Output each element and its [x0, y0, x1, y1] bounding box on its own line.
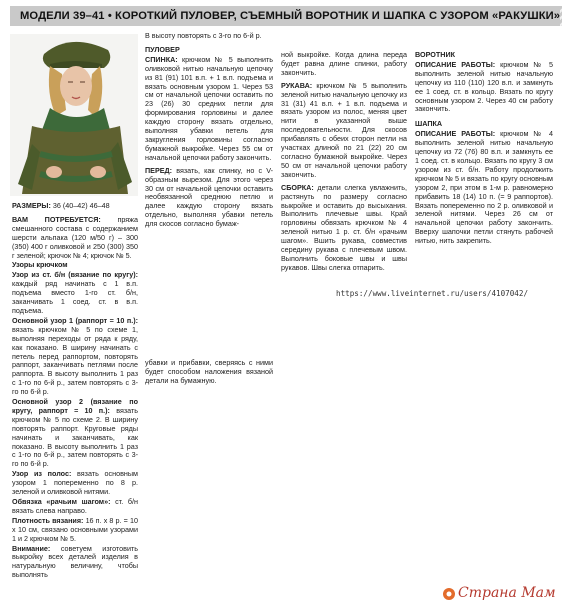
back-label: СПИНКА: [145, 54, 178, 64]
materials-label: ВАМ ПОТРЕБУЕТСЯ: [12, 214, 101, 224]
pattern-2-text: вязать крючком № 5 по схеме 1, выполняя переходы от ряда к ряду, как показано. В ширину начинать с петель перед раппортом, повторять раппорт, заканчивать петлями после раппорта. В высоту выполнить 1 раз с 1-го по 6-й р., затем повторять с 3-го по 6-й р. [12, 324, 138, 397]
pattern-5-label: Обвязка «рачьим шагом»: [12, 497, 111, 506]
assembly-label: СБОРКА: [281, 182, 314, 192]
materials-text: пряжа смешанного состава с содержанием шерсти альпака (120 м/50 г) – 300 (350) 400 г оливковой и 250 (300) 350 г зеленой; крючок № 4; крючок № 5. [12, 214, 138, 260]
header-decoration [560, 6, 562, 26]
sizes-text: 36 (40–42) 46–48 [52, 202, 110, 210]
hat-text: крючком № 4 выполнить зеленой нитью начальную цепочку из 72 (76) 80 в.п. и замкнуть ее 1 соед. ст. в кольцо. Вязать по кругу 3 см узором из ст. б/н. Работу продолжить крючком № 5 и вязать по кругу основным узором 2, при этом в 1-м р. равномерно прибавить 18 (14) 10 п. (= 9 раппортов). Вязать попеременно по 2 р. оливковой и зеленой нитями. Через 26 см от начальной цепочки работу закончить. Вверху шапочки петли стянуть рабочей нитью, нить закрепить. [415, 129, 553, 246]
model-photo [10, 34, 138, 196]
watermark-url[interactable]: https://www.liveinternet.ru/users/4107042/ [336, 289, 529, 298]
sleeves-label: РУКАВА: [281, 80, 313, 90]
page-header [10, 6, 562, 26]
hat-sub-label: ОПИСАНИЕ РАБОТЫ: [415, 129, 496, 139]
logo-icon [442, 587, 456, 601]
column-pullover [145, 32, 273, 357]
gauge-text: 16 п. х 8 р. = 10 х 10 см, связано основными узорами 1 и 2 крючком № 5. [12, 515, 138, 543]
column-materials [12, 202, 138, 606]
site-logo [458, 585, 556, 601]
pattern-4-label: Узор из полос: [12, 469, 72, 479]
front-text: вязать, как спинку, но с V-образным вырезом. Для этого через 30 см от начальной цепочки оставить необвязанной среднюю петлю и далее каждую сторону вязать отдельно, выполняя убавки петель для скосов согласно бумаж- [145, 165, 273, 229]
pattern-1-label: Узор из ст. б/н (вязание по кругу): [12, 270, 138, 280]
col2-intro: В высоту повторять с 3-го по 6-й р. [145, 32, 262, 40]
collar-sub-label: ОПИСАНИЕ РАБОТЫ: [415, 59, 496, 69]
collar-text: крючком № 5 выполнить зеленой нитью начальную цепочку из 110 (110) 120 в.п. и замкнуть ее 1 соед. ст. в кольцо. Вязать по кругу основным узором 2. Через 40 см работу закончить. [415, 59, 553, 114]
column-pullover-cont [145, 359, 273, 399]
sizes-label: РАЗМЕРЫ: [12, 202, 51, 210]
attention-label: Внимание: [12, 543, 51, 553]
pullover-heading: ПУЛОВЕР [145, 44, 180, 54]
col3-intro: ной выкройке. Когда длина переда будет равна длине спинки, работу закончить. [281, 51, 407, 77]
pattern-2-label: Основной узор 1 (раппорт = 10 п.): [12, 315, 138, 325]
pattern-1-text: каждый ряд начинать с 1 в.п. подъема вместо 1-го ст. б/н, заканчивать 1 соед. ст. в в.п. подъема. [12, 279, 138, 315]
logo-text: Страна Мам [458, 585, 556, 601]
patterns-heading: Узоры крючком [12, 260, 68, 270]
assembly-text: детали слегка увлажнить, растянуть по размеру согласно выкройке и оставить до высыхания. Выполнить плечевые швы. Край горловины обвязать крючком № 4 зеленой нитью 1 р. ст. б/н «рачьим шагом». Вшить рукава, совместив середину рукава с плечевым швом. Выполнить боковые швы и швы рукавов. Швы слегка отпарить. [281, 182, 407, 272]
pattern-4-text: вязать основным узором 1 попеременно по 8 р. зеленой и оливковой нитями. [12, 469, 138, 497]
column-sleeves [281, 51, 407, 351]
pattern-3-label: Основной узор 2 (вязание по кругу, раппорт = 10 п.): [12, 397, 138, 415]
back-text: крючком № 5 выполнить оливковой нитью начальную цепочку из 81 (91) 101 в.п. + 1 в.п. подъема и вязать основным узором 1. Через 53 см от начальной цепочки оставить по 23 (26) 30 средних петли для формирования горловины и далее каждую сторону вязать отдельно, выполняя убавки петель для закругления горловины согласно бумажной выкройке. Через 55 см от начальной цепочки работу закончить. [145, 54, 273, 162]
collar-heading: ВОРОТНИК [415, 51, 456, 59]
gauge-label: Плотность вязания: [12, 515, 84, 525]
pattern-3-text: вязать крючком № 5 по схеме 2. В ширину повторять раппорт. Круговые ряды начинать и заканчивать, как показано. В высоту выполнить 1 раз с 1-го по 6-й р., затем повторять с 3-го по 6-й р. [12, 405, 138, 469]
hat-heading: ШАПКА [415, 119, 443, 129]
pattern-5-text: ст. б/н вязать слева направо. [12, 497, 138, 515]
page-title: МОДЕЛИ 39–41 • КОРОТКИЙ ПУЛОВЕР, СЪЕМНЫЙ ВОРОТНИК И ШАПКА С УЗОРОМ «РАКУШКИ» [20, 10, 561, 22]
attention-text: советуем изготовить выкройку всех деталей изделия в натуральную величину, чтобы выполнять [12, 543, 138, 580]
col3-lead-text: убавки и прибавки, сверяясь с ними будет способом наложения вязаной детали на бумажную. [145, 359, 273, 385]
front-label: ПЕРЕД: [145, 165, 173, 175]
sleeves-text: крючком № 5 выполнить зеленой нитью начальную цепочку из 31 (31) 41 в.п. + 1 в.п. подъема и вязать узором из полос, меняя цвет нити в указанной выше последовательности. Для скосов прибавлять с обеих сторон петли на участках длиной по 21 (22) 20 см согласно бумажной выкройке. Через 50 см от начальной цепочки работу закончить. [281, 80, 407, 179]
